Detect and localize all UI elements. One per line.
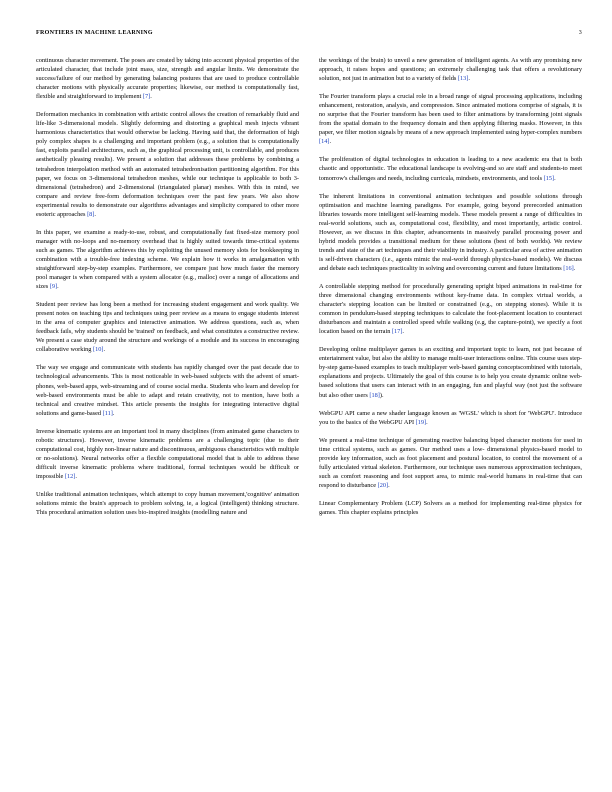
paragraph xyxy=(36,300,299,354)
paragraph-text: WebGPU API came a new shader language known as 'WGSL' which is short for 'WebGPU'. Introduce you to the basics of the WebGPU API xyxy=(319,409,582,426)
right-column xyxy=(319,56,582,526)
paragraph-tail: . xyxy=(75,472,77,480)
paragraph-text: The inherent limitations in conventional animation techniques and possible solutions through optimisation and machine learning paradigms. For example, going beyond prerecorded animation libraries towards more intelligent self-learning models. These models present a range of difficulties in real-world solutions, such as, computational cost, flexibility, and most importantly, artistic control. However, as we discuss in this chapter, advancements in massively parallel processing power and hybrid models provides a transitional medium for these solutions (best of both worlds). We review trends and state of the art techniques and their viability in industry. A particular area of active animation is self-driven characters (i.e., agents mimic the real-world through physics-based models). We discuss and debate each techniques practicality in solving and overcoming current and future limitations xyxy=(319,192,582,272)
paragraph-text: The proliferation of digital technologies in education is leading to a new academic era that is both chaotic and opportunistic. The educational landscape is evolving-and so are staff and students-to meet tomorrow's challenges and needs, including curricula, mindsets, environments, and tools xyxy=(319,156,582,182)
paragraph-text: continuous character movement. The poses are created by taking into account physical properties of the articulated character, that include joint mass, size, strength and angular limits. We demonstrate the success/failure of our method by generating balancing postures that are used to produce controllable character motions with physically accurate properties; likewise, our method is computationally fast, flexible and straightforward to implement xyxy=(36,57,299,101)
paragraph xyxy=(319,282,582,336)
journal-title: FRONTIERS IN MACHINE LEARNING xyxy=(36,30,153,36)
citation-link[interactable]: [12] xyxy=(64,472,76,480)
citation-link[interactable]: [18] xyxy=(369,391,380,399)
paragraph xyxy=(36,56,299,101)
paragraph xyxy=(319,155,582,182)
paragraph-text: the workings of the brain) to unveil a new generation of intelligent agents. As with any promising new approach, it raises hopes and questions; an extremely challenging task that offers a revolutionary solution, not just in animation but to a variety of fields xyxy=(319,57,582,83)
paragraph xyxy=(319,345,582,399)
paragraph-text: Inverse kinematic systems are an important tool in many disciplines (from animated game characters to robotic structures). However, inverse kinematic problems are a challenging topic (due to their computational cost, highly non-linear nature and discontinuous, ambiguous characteristics with multiple or no-solutions). Neural networks offer a flexible computational model that is able to address these difficult inverse kinematic problems where traditional, formal techniques would be difficult or impossible xyxy=(36,427,299,480)
paragraph-tail: . xyxy=(388,481,390,489)
paragraph-tail: . xyxy=(402,328,404,336)
paragraph xyxy=(319,192,582,273)
page-number: 3 xyxy=(578,30,582,36)
citation-link[interactable]: [10] xyxy=(93,346,104,354)
paragraph-text: Developing online multiplayer games is an exciting and important topic to learn, not just because of entertainment value, but also the ability to manage multi-user interactions online. This course uses step-by-step game-based examples to teach multiplayer web-based gaming conceptscombined with tutorials, explanations and projects. Ultimately the goal of this course is to help you create dynamic online web-based solutions that users can interact with in an engaging, fun and playful way (not just the software but also other users xyxy=(319,346,582,399)
citation-link[interactable]: [7] xyxy=(142,93,151,101)
paragraph-text: Linear Complementary Problem (LCP) Solvers as a method for implementing real-time physics for games. This chapter explains principles xyxy=(319,499,582,516)
left-column xyxy=(36,56,299,526)
citation-link[interactable]: [19] xyxy=(415,418,427,426)
paragraph xyxy=(319,409,582,427)
citation-link[interactable]: [15] xyxy=(543,174,555,182)
paragraph-text: A controllable stepping method for procedurally generating upright biped animations in real-time for three dimensional changing environments without key-frame data. In complex virtual worlds, a character's stepping location can be limited or constrained (e.g., on stepping stones). While it is common in pendulum-based stepping techniques to calculate the foot-placement location to counteract disturbances and maintain a controlled speed while walking (e.g, the capture-point), we specify a foot location based on the terrain xyxy=(319,282,582,336)
paragraph-tail: . xyxy=(329,138,332,146)
citation-link[interactable]: [9] xyxy=(49,283,58,291)
paragraph-tail: . xyxy=(94,210,96,218)
paragraph-text: Deformation mechanics in combination with artistic control allows the creation of remarkably fluid and life-like 3-dimensional models. Slightly deforming and distorting a graphical mesh injects vibrant harmonious characteristics that would otherwise be lacking. Having said that, the deformation of high poly complex shapes is a challenging and important problem (e.g., a solution that is computationally fast, exploits parallel architectures, such as, the graphical processing unit, is controllable, and produces aesthetically pleasing results). We present a solution that addresses these problems by combining a tetrahedron interpolation method with an automated tetrahedronisation partitioning algorithm. For this paper, we focus on 3-dimensional tetrahedron meshes, while our technique is applicable to both 3-dimensional (tetrahedron) and 2-dimensional (triangulated planar) meshes. With this in mind, we compare and review free-form deformation techniques over the past few years. We also show experimental results to demonstrate our algorithms advantages and simplicity compared to other more esoteric approaches xyxy=(36,111,299,218)
citation-link[interactable]: [16] xyxy=(563,264,574,272)
paragraph xyxy=(319,92,582,146)
paragraph-tail: . xyxy=(554,174,556,182)
paragraph-tail: . xyxy=(573,264,576,272)
paragraph xyxy=(36,490,299,517)
paragraph-text: The way we engage and communicate with students has rapidly changed over the past decade due to technological advancements. This is most noticeable in web-based subjects with the advent of smart-phones, web-based apps, web-streaming and of course social media. Students who learn and develop for web-based environments must be able to adapt and retain creativity, not to mention, have both a technical and creative mindset. This article presents the insights for integrating interactive digital solutions and game-based xyxy=(36,364,299,417)
paragraph-tail: ). xyxy=(379,391,384,399)
paragraph xyxy=(36,110,299,219)
citation-link[interactable]: [20] xyxy=(377,481,389,489)
paragraph xyxy=(36,228,299,291)
running-header xyxy=(36,30,582,40)
citation-link[interactable]: [11] xyxy=(102,409,113,417)
paragraph-text: In this paper, we examine a ready-to-use, robust, and computationally fast fixed-size memory pool manager with no-loops and no-memory overhead that is highly suited towards time-critical systems such as games. The algorithm achieves this by exploiting the unused memory slots for bookkeeping in combination with a trouble-free indexing scheme. We explain how it works in amalgamation with straightforward step-by-step examples. Furthermore, we compare just how much faster the memory pool manager is when compared with a system allocator (e.g., malloc) over a range of allocations and sizes xyxy=(36,228,299,291)
paragraph-text: Student peer review has long been a method for increasing student engagement and work quality. We present notes on teaching tips and techniques using peer review as a means to engage students interest in the area of computer graphics and interactive animation. We address questions, such as, when feedback fails, why students should be 'trained' on feedback, and what constitutes a constructive review. We present a case study around the structure and workings of a module and its success in encouraging collaborative working xyxy=(36,301,299,354)
paragraph-tail: . xyxy=(112,409,115,417)
paragraph-text: The Fourier transform plays a crucial role in a broad range of signal processing applications, including enhancement, restoration, analysis, and compression. Since animated motions comprise of signals, it is no surprise that the Fourier transform has been used to filter animations by transforming joint signals from the spatial domain to the frequency domain and then applying filtering masks. However, in this paper, we filter motion signals by means of a new approach implemented using hyper-complex numbers xyxy=(319,93,582,137)
paragraph-tail: . xyxy=(57,283,59,291)
paragraph-tail: . xyxy=(150,93,152,101)
paragraph xyxy=(319,56,582,83)
paragraph-tail: . xyxy=(468,75,470,83)
paragraph-text: We present a real-time technique of generating reactive balancing biped character motions for used in time critical systems, such as games. Our method uses a low- dimensional physics-based model to provide key information, such as foot placement and postural location, to control the movement of a fully articulated virtual skeleton. Furthermore, our technique uses numerous approximation techniques, such as comfort reasoning and foot support area, to mimic real-world humans in real-time that can respond to disturbance xyxy=(319,436,582,489)
paragraph xyxy=(36,363,299,417)
citation-link[interactable]: [17] xyxy=(391,328,403,336)
paragraph xyxy=(319,436,582,490)
citation-link[interactable]: [13] xyxy=(457,75,469,83)
paragraph-tail: . xyxy=(426,418,428,426)
paragraph xyxy=(36,427,299,481)
citation-link[interactable]: [14] xyxy=(319,138,330,146)
paragraph xyxy=(319,499,582,517)
paragraph-tail: . xyxy=(103,346,106,354)
paragraph-text: Unlike traditional animation techniques, which attempt to copy human movement,'cognitive' animation solutions mimic the brain's approach to problem solving, ie, a logical (intelligent) thinking structure. This procedural animation solution uses bio-inspired insights (modelling nature and xyxy=(36,490,299,517)
citation-link[interactable]: [8] xyxy=(87,210,95,218)
